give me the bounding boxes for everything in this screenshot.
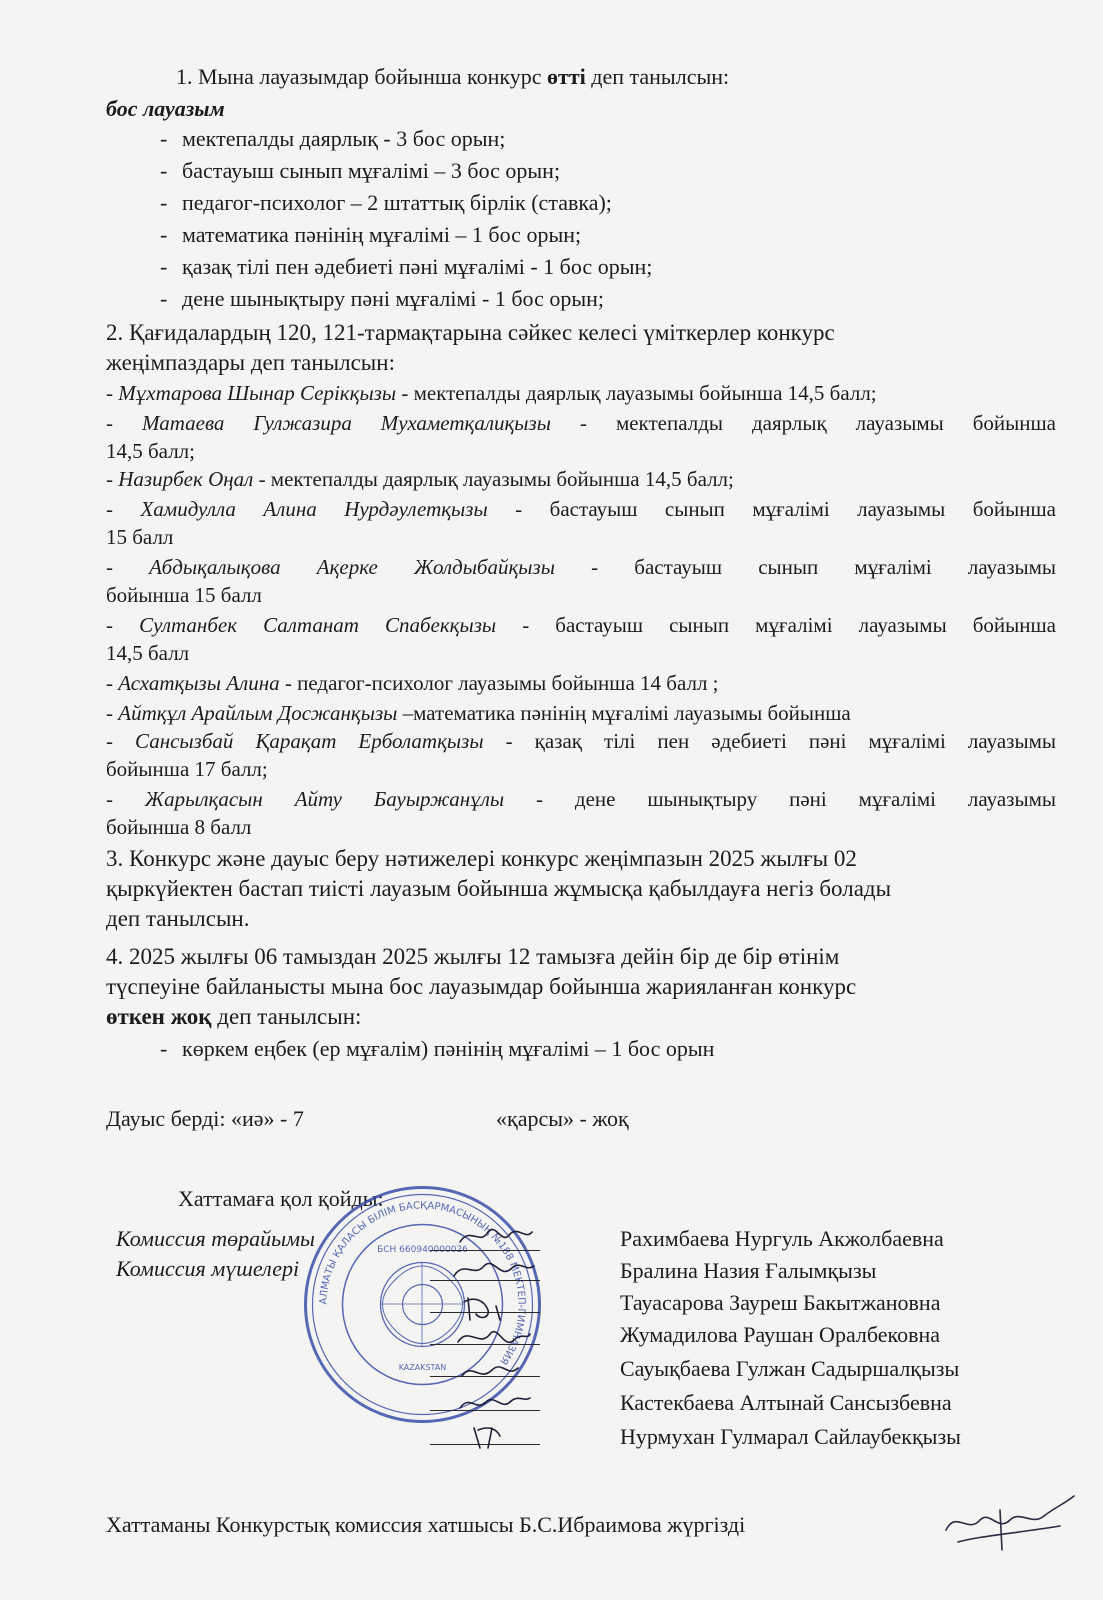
winner-entry: - Хамидулла Алина Нурдәулетқызы - бастауыш сынып мұғалімі лауазымы бойынша (106, 497, 1056, 521)
member-name: Нурмухан Гулмарал Сайлаубекқызы (620, 1424, 961, 1449)
winner-entry: - Мұхтарова Шынар Серікқызы - мектепалды даярлық лауазымы бойынша 14,5 балл; (106, 381, 877, 405)
list-item: дене шынықтыру пәні мұғалімі - 1 бос орын; (182, 286, 605, 311)
winner-detail-cont: бойынша 17 балл; (106, 757, 268, 781)
winner-name: Назирбек Оңал (118, 467, 254, 491)
section1-heading-text: 1. Мына лауазымдар бойынша конкурс (176, 64, 548, 89)
section3-line3: деп танылсын. (106, 906, 250, 931)
stamp-country: KAZAKSTAN (398, 1363, 447, 1372)
chair-label: Комиссия төрайымы (116, 1226, 315, 1251)
section1-heading-post: деп танылсын: (585, 64, 730, 89)
winner-detail-cont: бойынша 15 балл (106, 583, 262, 607)
section3-line1: 3. Конкурс және дауыс беру нәтижелері конкурс жеңімпазын 2025 жылғы 02 (106, 846, 857, 871)
winner-name: Асхатқызы Алина (118, 671, 280, 695)
secretary-signature (940, 1490, 1080, 1560)
stamp-ring-text: АЛМАТЫ ҚАЛАСЫ БІЛІМ БАСҚАРМАСЫНЫҢ №188 МЕКТЕП-ГИМНАЗИЯ (318, 1200, 527, 1367)
list-item: мектепалды даярлық - 3 бос орын; (182, 126, 506, 151)
winner-entry: - Матаева Гулжазира Мухаметқалиқызы - мектепалды даярлық лауазымы бойынша (106, 411, 1056, 435)
winner-detail-cont: 15 балл (106, 525, 174, 549)
handwritten-signatures (440, 1216, 550, 1456)
section2-line1: 2. Қағидалардың 120, 121-тармақтарына сәйкес келесі үміткерлер конкурс (106, 320, 835, 345)
footer-text: Хаттаманы Конкурстық комиссия хатшысы Б.С.Ибраимова жүргізді (106, 1512, 746, 1537)
member-name: Сауықбаева Гулжан Садыршалқызы (620, 1356, 960, 1381)
list-item: математика пәнінің мұғалімі – 1 бос орын; (182, 222, 582, 247)
winner-detail: - мектепалды даярлық лауазымы бойынша 14,5 балл; (253, 467, 734, 491)
vote-yes: Дауыс берді: «иә» - 7 (106, 1106, 304, 1131)
winner-entry: - Асхатқызы Алина - педагог-психолог лауазымы бойынша 14 балл ; (106, 671, 719, 695)
winner-name: Жарылқасын Айту Бауыржанұлы (144, 787, 505, 811)
members-label: Комиссия мүшелері (116, 1256, 300, 1281)
list-item: бастауыш сынып мұғалімі – 3 бос орын; (182, 158, 561, 183)
section1-heading (176, 64, 729, 90)
winner-name: Султанбек Салтанат Спабекқызы (139, 613, 497, 637)
winner-detail: –математика пәнінің мұғалімі лауазымы бойынша (397, 701, 851, 725)
winner-detail: - мектепалды даярлық лауазымы бойынша (550, 411, 1056, 435)
bullet-dash: - (160, 190, 168, 215)
bullet-dash: - (160, 1036, 168, 1061)
winner-detail: - дене шынықтыру пәні мұғалімі лауазымы (504, 787, 1056, 811)
winner-detail: - бастауыш сынып мұғалімі лауазымы бойынша (496, 613, 1056, 637)
member-name: Жумадилова Раушан Оралбековна (620, 1322, 941, 1347)
section4-line1: 4. 2025 жылғы 06 тамыздан 2025 жылғы 12 тамызға дейін бір де бір өтінім (106, 944, 840, 969)
winner-name: Мұхтарова Шынар Серікқызы (118, 381, 397, 405)
section1-heading-bold: өтті (547, 64, 586, 89)
section1-subheading: бос лауазым (106, 96, 225, 121)
winner-entry: - Айтқұл Арайлым Досжанқызы –математика пәнінің мұғалімі лауазымы бойынша (106, 701, 851, 725)
member-name: Кастекбаева Алтынай Сансызбевна (620, 1390, 952, 1415)
winner-entry: - Жарылқасын Айту Бауыржанұлы - дене шынықтыру пәні мұғалімі лауазымы (106, 787, 1056, 811)
bullet-dash: - (160, 286, 168, 311)
winner-entry: - Назирбек Оңал - мектепалды даярлық лауазымы бойынша 14,5 балл; (106, 467, 734, 491)
list-item: қазақ тілі пен әдебиеті пәні мұғалімі - 1 бос орын; (182, 254, 653, 279)
member-name: Тауасарова Зауреш Бакытжановна (620, 1290, 941, 1315)
winner-name: Айтқұл Арайлым Досжанқызы (118, 701, 398, 725)
section4-line2: түспеуіне байланысты мына бос лауазымдар бойынша жарияланған конкурс (106, 974, 857, 999)
section4-post: деп танылсын: (211, 1004, 362, 1029)
signatures-heading: Хаттамаға қол қойды: (178, 1186, 384, 1211)
winner-entry: - Султанбек Салтанат Спабекқызы - бастауыш сынып мұғалімі лауазымы бойынша (106, 613, 1056, 637)
bullet-dash: - (160, 126, 168, 151)
vote-no: «қарсы» - жоқ (496, 1106, 629, 1131)
section3-line2: қыркүйектен бастап тиісті лауазым бойынша жұмысқа қабылдауға негіз болады (106, 876, 892, 901)
section2-line2: жеңімпаздары деп танылсын: (106, 350, 395, 375)
section4-bold: өткен жоқ (106, 1004, 212, 1029)
winner-detail: - педагог-психолог лауазымы бойынша 14 балл ; (279, 671, 719, 695)
winner-detail-cont: 14,5 балл; (106, 439, 195, 463)
bullet-dash: - (160, 158, 168, 183)
section4-line3 (106, 1004, 361, 1030)
winner-detail: - бастауыш сынып мұғалімі лауазымы бойынша (487, 497, 1056, 521)
list-item: көркем еңбек (ер мұғалім) пәнінің мұғалімі – 1 бос орын (182, 1036, 715, 1061)
winner-detail-cont: бойынша 8 балл (106, 815, 252, 839)
stamp-bin: БСН 660940000026 (377, 1245, 468, 1255)
winner-detail: - мектепалды даярлық лауазымы бойынша 14,5 балл; (396, 381, 877, 405)
winner-detail: - қазақ тілі пен әдебиеті пәні мұғалімі лауазымы (483, 729, 1056, 753)
bullet-dash: - (160, 222, 168, 247)
winner-entry: - Абдықалықова Ақерке Жолдыбайқызы - бастауыш сынып мұғалімі лауазымы (106, 555, 1056, 579)
winner-detail-cont: 14,5 балл (106, 641, 190, 665)
member-name: Бралина Назия Ғалымқызы (620, 1258, 877, 1283)
winner-name: Абдықалықова Ақерке Жолдыбайқызы (149, 555, 555, 579)
winner-entry: - Сансызбай Қарақат Ерболатқызы - қазақ тілі пен әдебиеті пәні мұғалімі лауазымы (106, 729, 1056, 753)
member-name: Рахимбаева Нургуль Акжолбаевна (620, 1226, 944, 1251)
list-item: педагог-психолог – 2 штаттық бірлік (ставка); (182, 190, 612, 215)
winner-detail: - бастауыш сынып мұғалімі лауазымы (554, 555, 1056, 579)
winner-name: Хамидулла Алина Нурдәулетқызы (140, 497, 488, 521)
winner-name: Матаева Гулжазира Мухаметқалиқызы (142, 411, 551, 435)
bullet-dash: - (160, 254, 168, 279)
winner-name: Сансызбай Қарақат Ерболатқызы (135, 729, 484, 753)
